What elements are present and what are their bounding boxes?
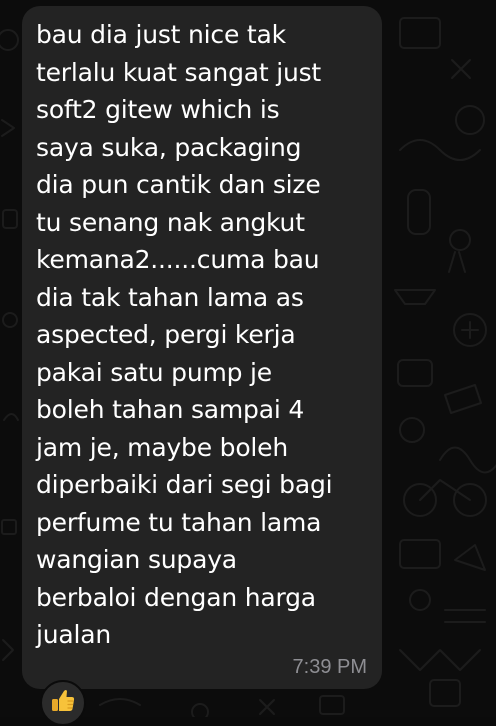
- reaction-badge[interactable]: [40, 680, 86, 726]
- message-timestamp: 7:39 PM: [292, 656, 367, 678]
- thumbs-up-icon: [50, 688, 76, 714]
- message-bubble[interactable]: [22, 6, 382, 689]
- message-text: bau dia just nice tak terlalu kuat sangat just soft2 gitew which is saya suka, packaging dia pun cantik dan size tu senang nak angkut kemana2......cuma bau dia tak tahan lama as aspected, pergi kerja pakai satu pump je boleh tahan sampai 4 jam je, maybe boleh diperbaiki dari segi bagi perfume tu tahan lama wangian supaya berbaloi dengan harga jualan: [36, 20, 333, 649]
